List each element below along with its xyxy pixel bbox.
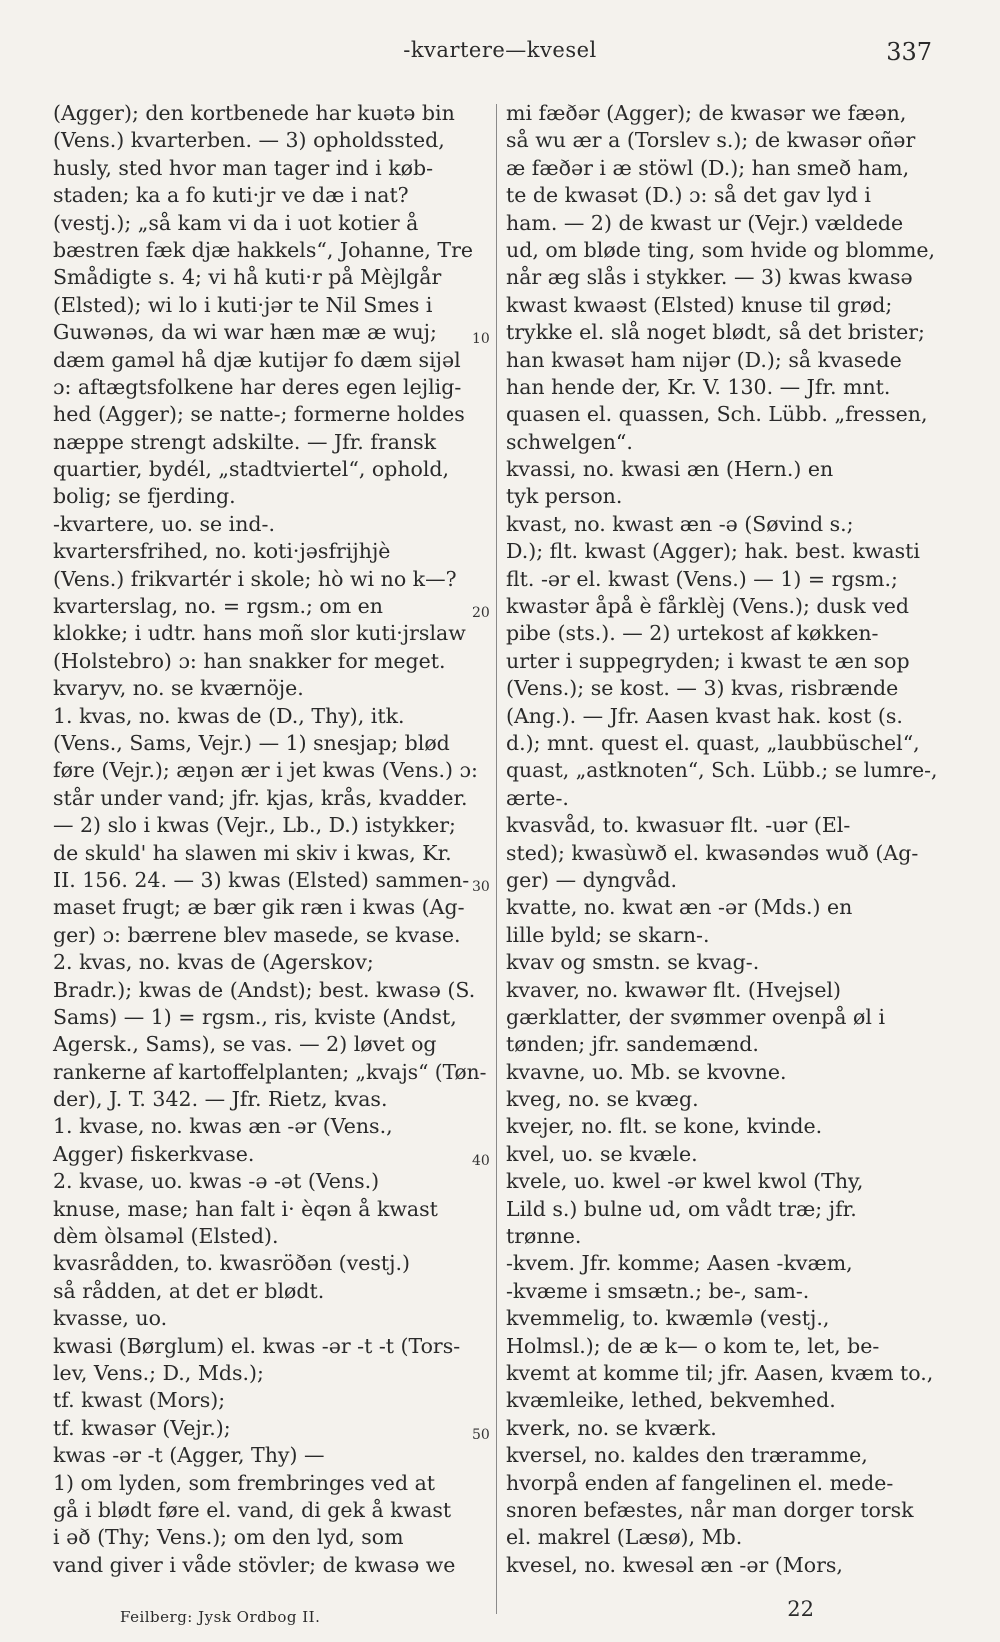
text-line: 1. kvas, no. kwas de (D., Thy), itk. — [53, 703, 405, 728]
text-line: kwast kwaəst (Elsted) knuse til grød; — [506, 292, 893, 317]
column-divider — [496, 104, 497, 1614]
text-line: 1) om lyden, som frembringes ved at — [53, 1470, 436, 1495]
text-line: gærklatter, der svømmer ovenpå øl i — [506, 1004, 886, 1029]
text-line: quartier, bydél, „stadtviertel“, ophold, — [53, 457, 450, 482]
text-line: 1. kvase, no. kwas æn -ər (Vens., — [53, 1114, 393, 1139]
text-line: tønden; jfr. sandemænd. — [506, 1032, 759, 1057]
text-line: i əð (Thy; Vens.); om den lyd, som — [53, 1525, 404, 1550]
text-line: ham. — 2) de kwast ur (Vejr.) vældede — [506, 210, 904, 235]
text-line: snoren befæstes, når man dorger torsk — [506, 1497, 914, 1522]
text-line: Holmsl.); de æ k— o kom te, let, be- — [506, 1333, 880, 1358]
text-line: Sams) — 1) = rgsm., ris, kviste (Andst, — [53, 1004, 457, 1029]
text-line: kvavne, uo. Mb. se kvovne. — [506, 1059, 787, 1084]
text-line: -kvæme i smsætn.; be-, sam-. — [506, 1278, 810, 1303]
line-number-30: 30 — [472, 879, 490, 895]
text-line: (Elsted); wi lo i kuti·jər te Nil Smes i — [53, 292, 433, 317]
line-number-20: 20 — [472, 605, 490, 621]
text-line: trykke el. slå noget blødt, så det brister; — [506, 320, 925, 345]
text-line: el. makrel (Læsø), Mb. — [506, 1525, 743, 1550]
text-line: de skuld' ha slawen mi skiv i kwas, Kr. — [53, 840, 452, 865]
text-line: staden; ka a fo kuti·jr ve dæ i nat? — [53, 183, 409, 208]
text-line: æ fæðər i æ stöwl (D.); han smeð ham, — [506, 155, 910, 180]
text-line: kvaver, no. kwawər flt. (Hvejsel) — [506, 977, 842, 1002]
text-line: kvatte, no. kwat æn -ər (Mds.) en — [506, 895, 853, 920]
text-line: urter i suppegryden; i kwast te æn sop — [506, 648, 910, 673]
text-line: ærte-. — [506, 785, 569, 810]
text-line: kvassi, no. kwasi æn (Hern.) en — [506, 457, 834, 482]
text-line: Guwənəs, da wi war hæn mæ æ wuj; — [53, 320, 437, 345]
text-line: (Vens.) kvarterben. — 3) opholdssted, — [53, 128, 445, 153]
text-line: II. 156. 24. — 3) kwas (Elsted) sammen- — [53, 867, 470, 892]
text-line: quast, „astknoten“, Sch. Lübb.; se lumre-, — [506, 758, 938, 783]
text-line: hvorpå enden af fangelinen el. mede- — [506, 1470, 894, 1495]
text-line: kvel, uo. se kvæle. — [506, 1141, 698, 1166]
text-line: knuse, mase; han falt i· èqən å kwast — [53, 1196, 438, 1221]
line-number-40: 40 — [472, 1153, 490, 1169]
running-head: -kvartere—kvesel — [403, 38, 597, 62]
text-line: ger) ɔ: bærrene blev masede, se kvase. — [53, 922, 461, 947]
text-line: tyk person. — [506, 484, 623, 509]
text-line: kveg, no. se kvæg. — [506, 1087, 699, 1112]
text-line: pibe (sts.). — 2) urtekost af køkken- — [506, 621, 879, 646]
text-line: kvasvåd, to. kwasuər flt. -uər (El- — [506, 813, 851, 838]
text-line: flt. -ər el. kwast (Vens.) — 1) = rgsm.; — [506, 566, 898, 591]
text-line: kvesel, no. kwesəl æn -ər (Mors, — [506, 1552, 843, 1577]
text-line: — 2) slo i kwas (Vejr., Lb., D.) istykker; — [53, 813, 456, 838]
text-line: kvaryv, no. se kværnöje. — [53, 676, 304, 701]
text-line: te de kwasət (D.) ɔ: så det gav lyd i — [506, 183, 871, 208]
text-line: kwastər åpå è fårklèj (Vens.); dusk ved — [506, 594, 910, 619]
text-line: kvartersfrihed, no. koti·jəsfrijhjè — [53, 539, 391, 564]
text-line: ud, om bløde ting, som hvide og blomme, — [506, 237, 936, 262]
text-line: hed (Agger); se natte-; formerne holdes — [53, 402, 465, 427]
text-line: kvemmelig, to. kwæmlə (vestj., — [506, 1306, 830, 1331]
text-line: kvasrådden, to. kwasröðən (vestj.) — [53, 1251, 411, 1276]
text-line: (Vens.) frikvartér i skole; hò wi no k—? — [53, 566, 457, 591]
text-line: kwas -ər -t (Agger, Thy) — — [53, 1443, 325, 1468]
text-line: kvasse, uo. — [53, 1306, 168, 1331]
text-line: (Vens.); se kost. — 3) kvas, risbrænde — [506, 676, 899, 701]
text-line: kvejer, no. flt. se kone, kvinde. — [506, 1114, 823, 1139]
text-line: (Ang.). — Jfr. Aasen kvast hak. kost (s. — [506, 703, 903, 728]
left-column — [53, 100, 486, 1579]
text-line: står under vand; jfr. kjas, krås, kvadder. — [53, 785, 468, 810]
text-line: kvæmleike, lethed, bekvemhed. — [506, 1388, 836, 1413]
text-line: D.); flt. kwast (Agger); hak. best. kwasti — [506, 539, 920, 564]
text-line: Agersk., Sams), se vas. — 2) løvet og — [53, 1032, 437, 1057]
text-line: (Agger); den kortbenede har kuətə bin — [53, 101, 455, 125]
text-line: (vestj.); „så kam vi da i uot kotier å — [53, 210, 419, 235]
text-line: sted); kwasùwð el. kwasəndəs wuð (Ag- — [506, 840, 919, 865]
text-line: bolig; se fjerding. — [53, 484, 236, 509]
text-line: så wu ær a (Torslev s.); de kwasər oñər — [506, 128, 916, 153]
text-line: kvele, uo. kwel -ər kwel kwol (Thy, — [506, 1169, 864, 1194]
text-line: kvast, no. kwast æn -ə (Søvind s.; — [506, 511, 854, 536]
text-line: han hende der, Kr. V. 130. — Jfr. mnt. — [506, 374, 891, 399]
text-line: maset frugt; æ bær gik ræn i kwas (Ag- — [53, 895, 465, 920]
text-line: lev, Vens.; D., Mds.); — [53, 1360, 264, 1385]
text-line: Smådigte s. 4; vi hå kuti·r på Mèjlgår — [53, 265, 442, 290]
text-line: vand giver i våde stövler; de kwasə we — [53, 1552, 456, 1577]
text-line: (Vens., Sams, Vejr.) — 1) snesjap; blød — [53, 730, 450, 755]
text-line: d.); mnt. quest el. quast, „laubbüschel“, — [506, 730, 920, 755]
line-number-10: 10 — [472, 331, 490, 347]
text-line: ɔ: aftægtsfolkene har deres egen lejlig- — [53, 374, 462, 399]
text-line: kvav og smstn. se kvag-. — [506, 950, 760, 975]
text-line: kvarterslag, no. = rgsm.; om en — [53, 594, 384, 619]
line-number-50: 50 — [472, 1427, 490, 1443]
text-line: 2. kvas, no. kvas de (Agerskov; — [53, 950, 374, 975]
text-line: rankerne af kartoffelplanten; „kvajs“ (Tøn- — [53, 1059, 487, 1084]
text-line: Bradr.); kwas de (Andst); best. kwasə (S. — [53, 977, 476, 1002]
page-number: 337 — [886, 38, 932, 66]
text-line: Agger) fiskerkvase. — [53, 1141, 255, 1166]
text-line: quasen el. quassen, Sch. Lübb. „fressen, — [506, 402, 928, 427]
text-line: mi fæðər (Agger); de kwasər we fæən, — [506, 101, 907, 125]
text-line: -kvartere, uo. se ind-. — [53, 511, 275, 536]
text-line: ger) — dyngvåd. — [506, 867, 678, 892]
text-line: lille byld; se skarn-. — [506, 922, 710, 947]
text-line: bæstren fæk djæ hakkels“, Johanne, Tre — [53, 237, 474, 262]
text-line: 2. kvase, uo. kwas -ə -ət (Vens.) — [53, 1169, 380, 1194]
text-line: han kwasət ham nijər (D.); så kvasede — [506, 347, 902, 372]
signature-mark: 22 — [787, 1597, 814, 1621]
text-line: kwasi (Børglum) el. kwas -ər -t -t (Tors- — [53, 1333, 461, 1358]
text-line: schwelgen“. — [506, 429, 633, 454]
text-line: så rådden, at det er blødt. — [53, 1278, 325, 1303]
text-line: gå i blødt føre el. vand, di gek å kwast — [53, 1497, 452, 1522]
text-line: tf. kwast (Mors); — [53, 1388, 226, 1413]
text-line: dæm gaməl hå djæ kutijər fo dæm sijəl — [53, 347, 461, 372]
text-line: -kvem. Jfr. komme; Aasen -kvæm, — [506, 1251, 853, 1276]
text-line: klokke; i udtr. hans moñ slor kuti·jrslaw — [53, 621, 466, 646]
text-line: tf. kwasər (Vejr.); — [53, 1415, 231, 1440]
text-line: kvemt at komme til; jfr. Aasen, kvæm to., — [506, 1360, 934, 1385]
text-line: trønne. — [506, 1224, 582, 1249]
text-line: kversel, no. kaldes den træramme, — [506, 1443, 868, 1468]
text-line: når æg slås i stykker. — 3) kwas kwasə — [506, 265, 913, 290]
text-line: husly, sted hvor man tager ind i køb- — [53, 155, 434, 180]
right-column — [506, 100, 938, 1579]
text-line: der), J. T. 342. — Jfr. Rietz, kvas. — [53, 1087, 388, 1112]
text-line: kverk, no. se kværk. — [506, 1415, 717, 1440]
text-line: føre (Vejr.); æŋən ær i jet kwas (Vens.) ɔ: — [53, 758, 478, 783]
footer-credit: Feilberg: Jysk Ordbog II. — [120, 1608, 321, 1626]
text-line: dèm òlsaməl (Elsted). — [53, 1224, 279, 1249]
text-line: (Holstebro) ɔ: han snakker for meget. — [53, 648, 446, 673]
text-line: næppe strengt adskilte. — Jfr. fransk — [53, 429, 437, 454]
text-line: Lild s.) bulne ud, om vådt træ; jfr. — [506, 1196, 857, 1221]
